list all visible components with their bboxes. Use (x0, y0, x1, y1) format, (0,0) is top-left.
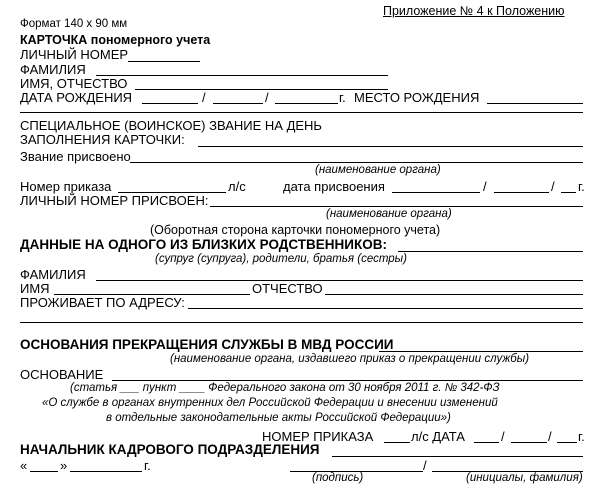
assign-date-slash-1: / (483, 179, 487, 194)
rank-label-line1: СПЕЦИАЛЬНОЕ (ВОИНСКОЕ) ЗВАНИЕ НА ДЕНЬ (20, 118, 322, 133)
name-patronymic-label: ИМЯ, ОТЧЕСТВО (20, 76, 128, 91)
back-order-number-field[interactable] (384, 442, 410, 443)
basis-label: ОСНОВАНИЕ (20, 367, 104, 382)
back-date-month-field[interactable] (511, 442, 547, 443)
back-date-year-field[interactable] (557, 442, 577, 443)
rank-field[interactable] (198, 146, 583, 147)
sign-month-field[interactable] (70, 471, 142, 472)
personal-number-assigned-field[interactable] (210, 206, 583, 207)
birth-place-field[interactable] (487, 103, 583, 104)
order-ls-label: л/с (228, 179, 246, 194)
rank-label-line2: ЗАПОЛНЕНИЯ КАРТОЧКИ: (20, 132, 185, 147)
relative-title: ДАННЫЕ НА ОДНОГО ИЗ БЛИЗКИХ РОДСТВЕННИКОВ: (20, 237, 387, 252)
sign-quote-close: » (60, 458, 68, 473)
format-label: Формат 140 x 90 мм (20, 18, 128, 30)
basis-field[interactable] (112, 380, 583, 381)
birth-month-field[interactable] (213, 103, 263, 104)
personal-number-field[interactable] (128, 61, 200, 62)
appendix-title: Приложение № 4 к Положению (383, 4, 565, 18)
assign-month-field[interactable] (494, 192, 549, 193)
termination-hint: (наименование органа, издавшего приказ о прекращении службы) (170, 353, 530, 365)
personal-number-assigned-label: ЛИЧНЫЙ НОМЕР ПРИСВОЕН: (20, 193, 209, 208)
birth-year-suffix: г. (339, 90, 346, 105)
card-title: КАРТОЧКА пономерного учета (20, 33, 211, 47)
birth-year-field[interactable] (275, 103, 338, 104)
law-text-line1: (статья ___ пункт ____ Федерального закона от 30 ноября 2011 г. № 342-ФЗ (70, 382, 500, 394)
signature-slash: / (423, 458, 427, 473)
rank-assigned-field[interactable] (130, 162, 583, 163)
relative-type-field[interactable] (398, 251, 583, 252)
back-date-slash-2: / (548, 429, 552, 444)
birth-place-label: МЕСТО РОЖДЕНИЯ (354, 90, 480, 105)
back-date-slash-1: / (501, 429, 505, 444)
initials-hint: (инициалы, фамилия) (466, 472, 583, 484)
personal-number-label: ЛИЧНЫЙ НОМЕР (20, 47, 129, 62)
relative-patronymic-label: ОТЧЕСТВО (252, 281, 323, 296)
assign-day-field[interactable] (392, 192, 480, 193)
organ-name-hint: (наименование органа) (315, 164, 441, 176)
relative-address-field-line2[interactable] (20, 322, 583, 323)
relative-surname-field[interactable] (96, 280, 583, 281)
surname-label: ФАМИЛИЯ (20, 62, 86, 77)
back-date-day-field[interactable] (474, 442, 499, 443)
birth-date-slash-1: / (202, 90, 206, 105)
birth-day-field[interactable] (142, 103, 198, 104)
relative-address-field[interactable] (188, 308, 583, 309)
law-text-line2: «О службе в органах внутренних дел Российской Федерации и внесении изменений (42, 397, 498, 409)
termination-title: ОСНОВАНИЯ ПРЕКРАЩЕНИЯ СЛУЖБЫ В МВД РОССИИ (20, 337, 394, 352)
rank-assigned-label: Звание присвоено (20, 149, 131, 164)
relative-hint: (супруг (супруга), родители, братья (сестры) (155, 253, 407, 265)
back-ls-date-label: л/с ДАТА (411, 429, 465, 444)
relative-address-label: ПРОЖИВАЕТ ПО АДРЕСУ: (20, 295, 185, 310)
head-field[interactable] (332, 456, 583, 457)
sign-day-field[interactable] (30, 471, 58, 472)
signature-hint: (подпись) (312, 472, 364, 484)
birth-date-slash-2: / (265, 90, 269, 105)
head-title: НАЧАЛЬНИК КАДРОВОГО ПОДРАЗДЕЛЕНИЯ (20, 442, 320, 457)
name-patronymic-field[interactable] (135, 89, 388, 90)
assign-date-label: дата присвоения (283, 179, 385, 194)
sign-quote-open: « (20, 458, 28, 473)
assign-year-field[interactable] (561, 192, 576, 193)
law-text-line3: в отдельные законодательные акты Российской Федерации») (106, 412, 451, 424)
surname-field[interactable] (96, 75, 388, 76)
assign-year-suffix: г. (578, 179, 585, 194)
order-number-label: Номер приказа (20, 179, 112, 194)
birth-date-label: ДАТА РОЖДЕНИЯ (20, 90, 133, 105)
relative-patronymic-field[interactable] (325, 294, 583, 295)
relative-name-label: ИМЯ (20, 281, 50, 296)
birth-place-field-line2[interactable] (20, 112, 583, 113)
back-date-year-suffix: г. (578, 429, 585, 444)
assign-date-slash-2: / (551, 179, 555, 194)
back-order-number-label: НОМЕР ПРИКАЗА (262, 429, 374, 444)
organ-name-hint-2: (наименование органа) (326, 208, 452, 220)
termination-organ-field[interactable] (379, 351, 583, 352)
sign-year-suffix: г. (144, 458, 151, 473)
back-side-note: (Оборотная сторона карточки пономерного учета) (150, 223, 441, 237)
relative-surname-label: ФАМИЛИЯ (20, 267, 86, 282)
